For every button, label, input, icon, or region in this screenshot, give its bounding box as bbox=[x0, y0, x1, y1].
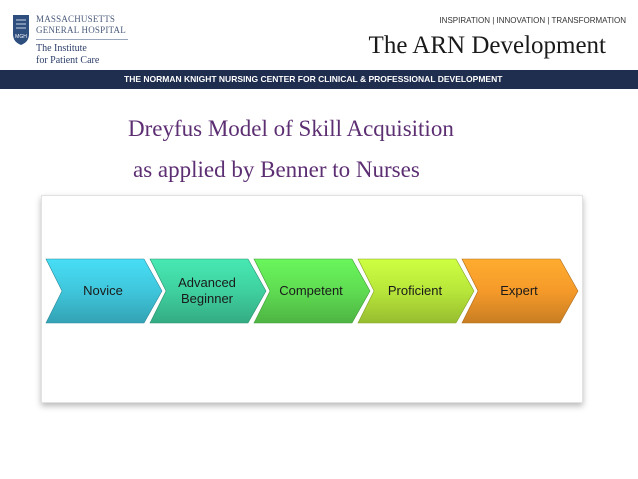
logo-line-patient-care: for Patient Care bbox=[36, 55, 100, 66]
stage-label-5: Expert bbox=[500, 283, 538, 298]
stage-label-2: Beginner bbox=[180, 291, 234, 306]
header-title: The ARN Development bbox=[368, 32, 606, 59]
stage-label-2: Advanced bbox=[178, 275, 236, 290]
svg-text:MGH: MGH bbox=[15, 34, 27, 40]
logo-line-general-hospital: GENERAL HOSPITAL bbox=[36, 25, 126, 35]
stage-label-4: Proficient bbox=[387, 283, 443, 298]
logo-line-massachusetts: MASSACHUSETTS bbox=[36, 14, 116, 24]
slide-title: Dreyfus Model of Skill Acquisition bbox=[128, 116, 454, 141]
stages-chevron-svg bbox=[42, 196, 582, 402]
header-tagline: INSPIRATION | INNOVATION | TRANSFORMATION bbox=[439, 16, 626, 25]
slide-subtitle: as applied by Benner to Nurses bbox=[133, 157, 420, 182]
stage-label-1: Novice bbox=[83, 283, 123, 298]
mgh-seal-icon bbox=[12, 14, 30, 46]
logo-divider bbox=[36, 39, 128, 40]
stage-label-3: Competent bbox=[279, 283, 343, 298]
center-banner bbox=[0, 70, 638, 89]
banner-text: THE NORMAN KNIGHT NURSING CENTER FOR CLINICAL & PROFESSIONAL DEVELOPMENT bbox=[124, 74, 503, 84]
logo-line-institute: The Institute bbox=[36, 43, 87, 54]
skill-stages-diagram bbox=[41, 195, 583, 403]
mgh-logo bbox=[12, 10, 127, 70]
